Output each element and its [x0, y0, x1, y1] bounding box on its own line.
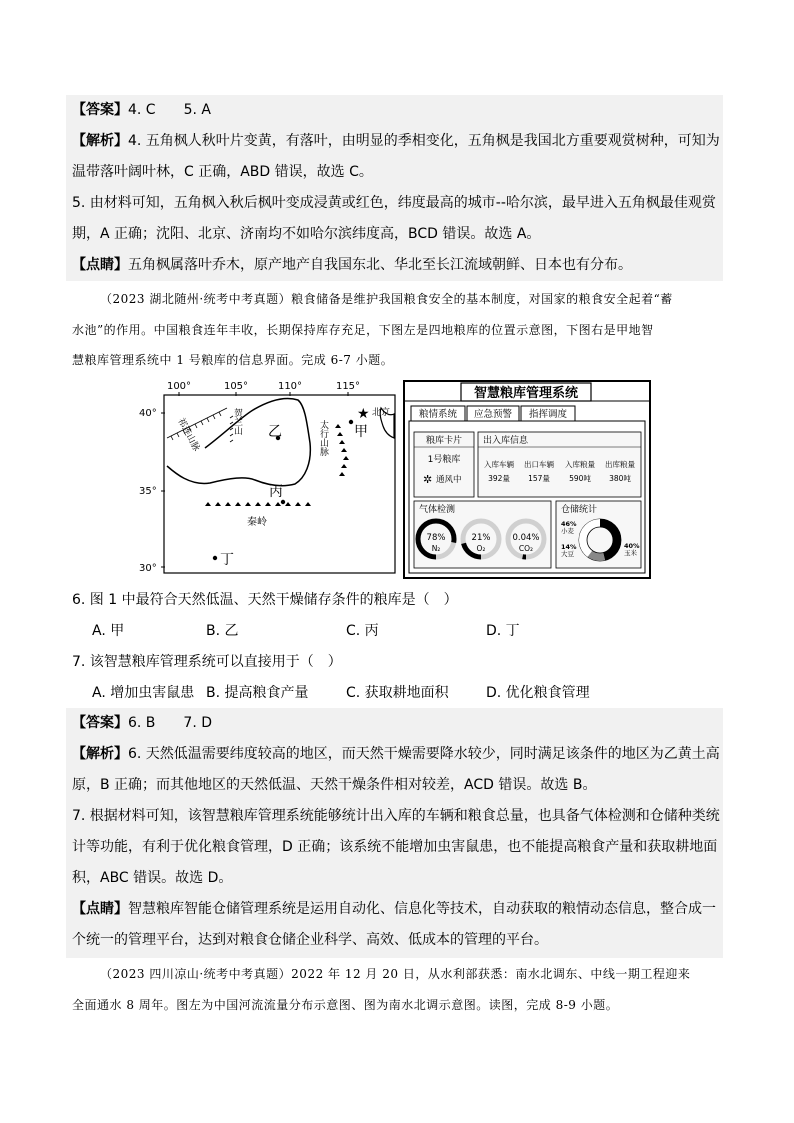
answer-text: 4. C 5. A	[128, 102, 211, 118]
io-info-title: 出入库信息	[483, 436, 529, 446]
io-item-value: 157量	[528, 474, 550, 483]
beijing-label: 北京	[372, 408, 391, 418]
point-bing	[281, 500, 285, 504]
question-7-option-b[interactable]: B. 提高粮食产量	[206, 685, 309, 701]
tab-grain-system-label: 粮情系统	[418, 409, 458, 420]
mountain-label-qinling: 秦岭	[247, 517, 267, 528]
question-6-option-a[interactable]: A. 甲	[92, 623, 125, 639]
analysis-line-2: 原，B 正确；而其他地区的天然低温、天然干燥条件相对较差，ACD 错误。故选 B。	[72, 777, 597, 793]
comment-line-2: 个统一的管理平台，达到对粮食仓储企业科学、高效、低成本的管理的平台。	[72, 932, 548, 948]
io-item-value: 380吨	[609, 474, 631, 483]
analysis-line-4: 计等功能，有利于优化粮食管理，D 正确；该系统不能增加虫害鼠患，也不能提高粮食产量和获取耕地面	[72, 839, 718, 855]
point-label-jia: 甲	[354, 424, 368, 440]
lon-label: 100°	[166, 381, 192, 392]
lon-label: 110°	[277, 381, 303, 392]
answer-line-q67	[72, 713, 212, 733]
comment-text: 五角枫属落叶乔木，原产地产自我国东北、华北至长江流域朝鲜、日本也有分布。	[128, 257, 632, 273]
mountain-label-taihang: 太行山脉	[318, 420, 328, 456]
point-label-bing: 丙	[269, 484, 283, 500]
analysis-text: 6. 天然低温需要纬度较高的地区，而天然干燥需要降水较少，同时满足该条件的地区为乙黄土高	[128, 746, 720, 762]
question-6-option-d[interactable]: D. 丁	[486, 623, 520, 639]
granary-card-title: 粮库卡片	[425, 436, 463, 446]
analysis-line-3: 5. 由材料可知，五角枫入秋后枫叶变成浸黄或红色，纬度最高的城市--哈尔滨，最早进入五角枫最佳观赏	[72, 195, 716, 211]
analysis-line-4: 期，A 正确；沈阳、北京、济南均不如哈尔滨纬度高，BCD 错误。故选 A。	[72, 226, 541, 242]
gas-detection-title: 气体检测	[419, 505, 456, 515]
qinling-mountains	[205, 502, 311, 506]
point-ding	[213, 556, 217, 560]
analysis-line-5: 积，ABC 错误。故选 D。	[72, 870, 233, 886]
comment-line-1	[72, 899, 716, 919]
passage-89-line-1: （2023 四川凉山·统考中考真题）2022 年 12 月 20 日，从水利部获悉：南水北调东、中线一期工程迎来	[100, 967, 691, 981]
granary-card-name: 1号粮库	[427, 455, 461, 465]
analysis-tag: 【解析】	[72, 133, 128, 149]
lon-label: 115°	[335, 381, 361, 392]
io-item-label: 入库粮量	[565, 460, 595, 469]
smart-granary-panel	[403, 380, 651, 580]
storage-name-soy: 大豆	[561, 550, 574, 558]
io-item-label: 出口车辆	[524, 460, 554, 469]
point-label-yi: 乙	[268, 424, 282, 440]
answer-text: 6. B 7. D	[128, 715, 212, 731]
answer-line-q45	[72, 100, 211, 120]
answer-tag: 【答案】	[72, 715, 128, 731]
gas-value: 21%	[471, 533, 491, 543]
storage-name-wheat: 小麦	[561, 527, 574, 535]
mountain-label-helan: 贺兰山	[232, 408, 242, 435]
storage-pct-wheat: 46%	[561, 520, 577, 528]
comment-line-q45	[72, 255, 632, 275]
passage-67-line-3: 慧粮库管理系统中 1 号粮库的信息界面。完成 6-7 小题。	[72, 353, 394, 367]
answer-tag: 【答案】	[72, 102, 128, 118]
comment-tag: 【点睛】	[72, 901, 128, 917]
granary-card-status: 通风中	[436, 475, 462, 485]
analysis-tag: 【解析】	[72, 746, 128, 762]
lat-label: 40°	[139, 408, 157, 419]
io-item-value: 392量	[488, 474, 510, 483]
question-7-stem: 7. 该智慧粮库管理系统可以直接用于（ ）	[72, 654, 342, 670]
comment-text: 智慧粮库智能仓储管理系统是运用自动化、信息化等技术，自动获取的粮情动态信息，整合成一	[128, 901, 716, 917]
beijing-star-icon: ★	[357, 406, 370, 422]
answer-block-q45	[66, 95, 723, 281]
passage-67-line-2: 水池”的作用。中国粮食连年丰收，长期保持库存充足，下图左是四地粮库的位置示意图，下图右是甲地智	[72, 323, 654, 337]
storage-pct-soy: 14%	[561, 543, 577, 551]
analysis-line-1	[72, 744, 720, 764]
gas-name: O₂	[476, 544, 486, 553]
granary-location-map	[135, 378, 397, 576]
question-6-option-c[interactable]: C. 丙	[346, 623, 379, 639]
analysis-text: 4. 五角枫人秋叶片变黄，有落叶，由明显的季相变化，五角枫是我国北方重要观赏树种，可知为	[128, 133, 720, 149]
point-jia	[349, 420, 353, 424]
gas-value: 78%	[426, 533, 446, 543]
io-item-label: 出库粮量	[605, 460, 635, 469]
comment-tag: 【点睛】	[72, 257, 128, 273]
storage-stats-title: 仓储统计	[561, 505, 598, 515]
lat-label: 35°	[139, 486, 157, 497]
storage-pct-corn: 40%	[624, 542, 640, 550]
tab-emergency-label: 应急预警	[473, 409, 513, 420]
gas-value: 0.04%	[512, 533, 540, 543]
mountain-label-qilian: 祁连山脉	[175, 416, 202, 454]
lon-label: 105°	[223, 381, 249, 392]
analysis-line-2: 温带落叶阔叶林，C 正确，ABD 错误，故选 C。	[72, 164, 373, 180]
panel-title: 智慧粮库管理系统	[473, 386, 579, 401]
question-6-option-b[interactable]: B. 乙	[206, 623, 239, 639]
analysis-line-3: 7. 根据材料可知，该智慧粮库管理系统能够统计出入库的车辆和粮食总量，也具备气体检测和仓储种类统	[72, 808, 720, 824]
point-label-ding: 丁	[220, 552, 234, 568]
passage-67-line-1: （2023 湖北随州·统考中考真题）粮食储备是维护我国粮食安全的基本制度，对国家的粮食安全起着“蓄	[100, 292, 673, 306]
question-7-option-a[interactable]: A. 增加虫害鼠患	[92, 685, 195, 701]
qilian-mountains	[167, 408, 227, 440]
io-item-value: 590吨	[569, 474, 591, 483]
gas-name: CO₂	[518, 544, 534, 553]
io-item-label: 入库车辆	[484, 460, 514, 469]
fan-icon: ✲	[423, 473, 433, 486]
analysis-line-1	[72, 131, 720, 151]
passage-89-line-2: 全面通水 8 周年。图左为中国河流流量分布示意图、图为南水北调示意图。读图，完成 8-9 小题。	[72, 998, 619, 1012]
gas-name: N₂	[431, 544, 441, 553]
taihang-mountains	[335, 424, 349, 476]
lat-label: 30°	[139, 563, 157, 574]
question-7-option-d[interactable]: D. 优化粮食管理	[486, 685, 590, 701]
question-6-stem: 6. 图 1 中最符合天然低温、天然干燥储存条件的粮库是（ ）	[72, 592, 458, 608]
question-7-option-c[interactable]: C. 获取耕地面积	[346, 685, 449, 701]
tab-command-label: 指挥调度	[528, 409, 568, 420]
storage-name-corn: 玉米	[624, 549, 637, 557]
